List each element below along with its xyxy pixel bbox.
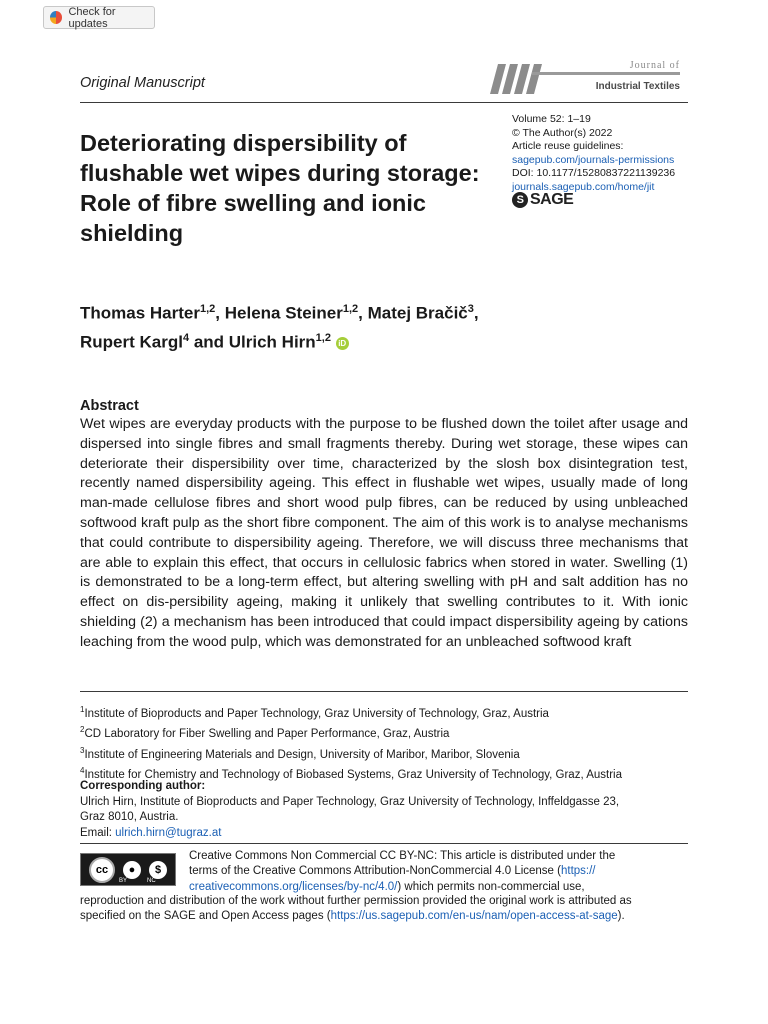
journal-stripes-icon (488, 62, 548, 96)
check-for-updates-button[interactable] (43, 6, 155, 29)
affiliation-item (80, 743, 700, 763)
affiliation-text: Institute of Engineering Materials and Design, University of Maribor, Maribor, Slovenia (84, 748, 520, 761)
license-text-part: terms of the Creative Commons Attribution-NonCommercial 4.0 License ( (189, 865, 561, 878)
author-affiliation: 1,2 (342, 303, 359, 315)
open-access-link[interactable]: https://us.sagepub.com/en-us/nam/open-access-at-sage (330, 910, 618, 923)
cc-nc-label: NC (147, 878, 156, 884)
license-line-5 (80, 909, 700, 924)
journal-name: Industrial Textiles (595, 81, 680, 92)
corresponding-author (80, 779, 700, 841)
author-affiliation: 4 (182, 331, 190, 344)
license-link[interactable]: https:// (560, 865, 596, 878)
cc-by-nc-badge[interactable] (80, 853, 176, 886)
author-list (80, 297, 680, 354)
license-text-part: specified on the SAGE and Open Access pages ( (80, 910, 331, 923)
header-rule (80, 102, 688, 103)
corresponding-address: Ulrich Hirn, Institute of Bioproducts and Paper Technology, Graz University of Technology, Inffeldgasse 23, (80, 795, 620, 808)
check-for-updates-label: Check for updates (68, 5, 116, 30)
cc-icon: cc (89, 857, 115, 883)
abstract-heading: Abstract (80, 398, 139, 414)
license-text-continued (80, 894, 700, 925)
journal-logo (488, 60, 688, 100)
journal-of: Journal of (629, 60, 680, 71)
license-text-part: ) which permits non-commercial use, (397, 880, 585, 893)
license-link[interactable]: creativecommons.org/licenses/by-nc/4.0/ (189, 880, 398, 893)
author-affiliation: 3 (467, 303, 474, 315)
volume: Volume 52: 1–19 (512, 113, 591, 125)
author-name[interactable]: Thomas Harter (80, 303, 200, 323)
affiliations (80, 702, 700, 783)
journal-home-link[interactable]: journals.sagepub.com/home/jit (512, 180, 655, 193)
manuscript-type: Original Manuscript (80, 75, 205, 91)
author-name[interactable]: Matej Bračič (367, 303, 468, 323)
abstract-text: Wet wipes are everyday products with the purpose to be flushed down the toilet after usage and dispersed into single fibres and small fragments thereby. During wet storage, these wipes can deteriorate their dispersibility over time, characterized by the slosh box disintegration test, recently named dispersibility ageing. This effect in flushable wet wipes, usually made of long man-made cellulose fibres and short wood pulp fibres, can be reduced by using unbleached softwood kraft pulp as the short fibre component. The aim of this work is to analyse mechanisms that could contribute to dispersibility ageing. Therefore, we will discuss three mechanisms that are able to explain this effect, that occurs in cellulosic fabrics when stored in water. Swelling (1) is demonstrated to be a long-term effect, but altering swelling with pH and salt addition has no effect on dis-persibility ageing, making it unlikely that swelling contributes to it. With ionic shielding (2) a mechanism has been introduced that could impact dispersibility ageing by cations leaching from the wood pulp, which was demonstrated for an unbleached softwood kraft (80, 416, 688, 650)
affiliation-number: 1 (80, 705, 85, 714)
email-link[interactable]: ulrich.hirn@tugraz.at (115, 826, 222, 839)
affiliation-item (80, 702, 700, 722)
affiliation-item (80, 722, 700, 742)
email-label: Email: (80, 826, 116, 839)
author-separator: , (215, 303, 225, 323)
affiliation-number: 4 (80, 765, 85, 775)
license-line-3 (189, 880, 689, 895)
license-text-part: ). (617, 910, 625, 923)
orcid-icon[interactable]: iD (336, 337, 349, 350)
crossmark-icon (50, 11, 62, 24)
affiliation-text: Institute for Chemistry and Technology of Biobased Systems, Graz University of Technology, Graz, Austria (84, 768, 623, 781)
attribution-icon: ● (123, 861, 141, 879)
license-line-2 (189, 864, 689, 879)
affiliation-number: 3 (80, 745, 85, 755)
license-line-4: reproduction and distribution of the work without further permission provided the original work is attributed as (80, 895, 632, 907)
author-name[interactable]: Helena Steiner (224, 303, 343, 323)
affiliation-text: CD Laboratory for Fiber Swelling and Paper Performance, Graz, Austria (84, 728, 450, 741)
noncommercial-icon: $ (149, 861, 167, 879)
affiliation-number: 2 (80, 725, 85, 735)
copyright: © The Author(s) 2022 (512, 126, 613, 139)
corresponding-email-line (80, 826, 700, 842)
doi: DOI: 10.1177/15280837221139236 (512, 167, 676, 179)
author-separator: , (473, 303, 479, 323)
author-separator: and (189, 332, 229, 352)
permissions-link[interactable]: sagepub.com/journals-permissions (512, 153, 675, 166)
affiliation-text: Institute of Bioproducts and Paper Technology, Graz University of Technology, Graz, Austria (84, 707, 549, 720)
license-text (189, 849, 689, 895)
sage-logo (512, 191, 573, 209)
author-affiliation: 1,2 (315, 331, 331, 344)
sage-s-icon: S (512, 192, 528, 208)
reuse-label: Article reuse guidelines: (512, 140, 624, 152)
cc-by-label: BY (119, 878, 128, 884)
article-meta (512, 113, 675, 194)
sage-label: SAGE (530, 191, 574, 208)
footnote-rule (80, 691, 688, 692)
author-name[interactable]: Ulrich Hirn (228, 332, 316, 352)
author-affiliation: 1,2 (199, 303, 216, 315)
author-separator: , (358, 303, 368, 323)
journal-bar (532, 72, 680, 75)
license-rule (80, 843, 688, 844)
corresponding-address-2: Graz 8010, Austria. (80, 811, 179, 823)
author-name[interactable]: Rupert Kargl (80, 332, 183, 352)
article-title: Deteriorating dispersibility of flushable wet wipes during storage: Role of fibre swelling and ionic shielding (80, 130, 480, 246)
corresponding-heading: Corresponding author: (80, 780, 206, 792)
license-line-1: Creative Commons Non Commercial CC BY-NC: This article is distributed under the (189, 850, 616, 862)
